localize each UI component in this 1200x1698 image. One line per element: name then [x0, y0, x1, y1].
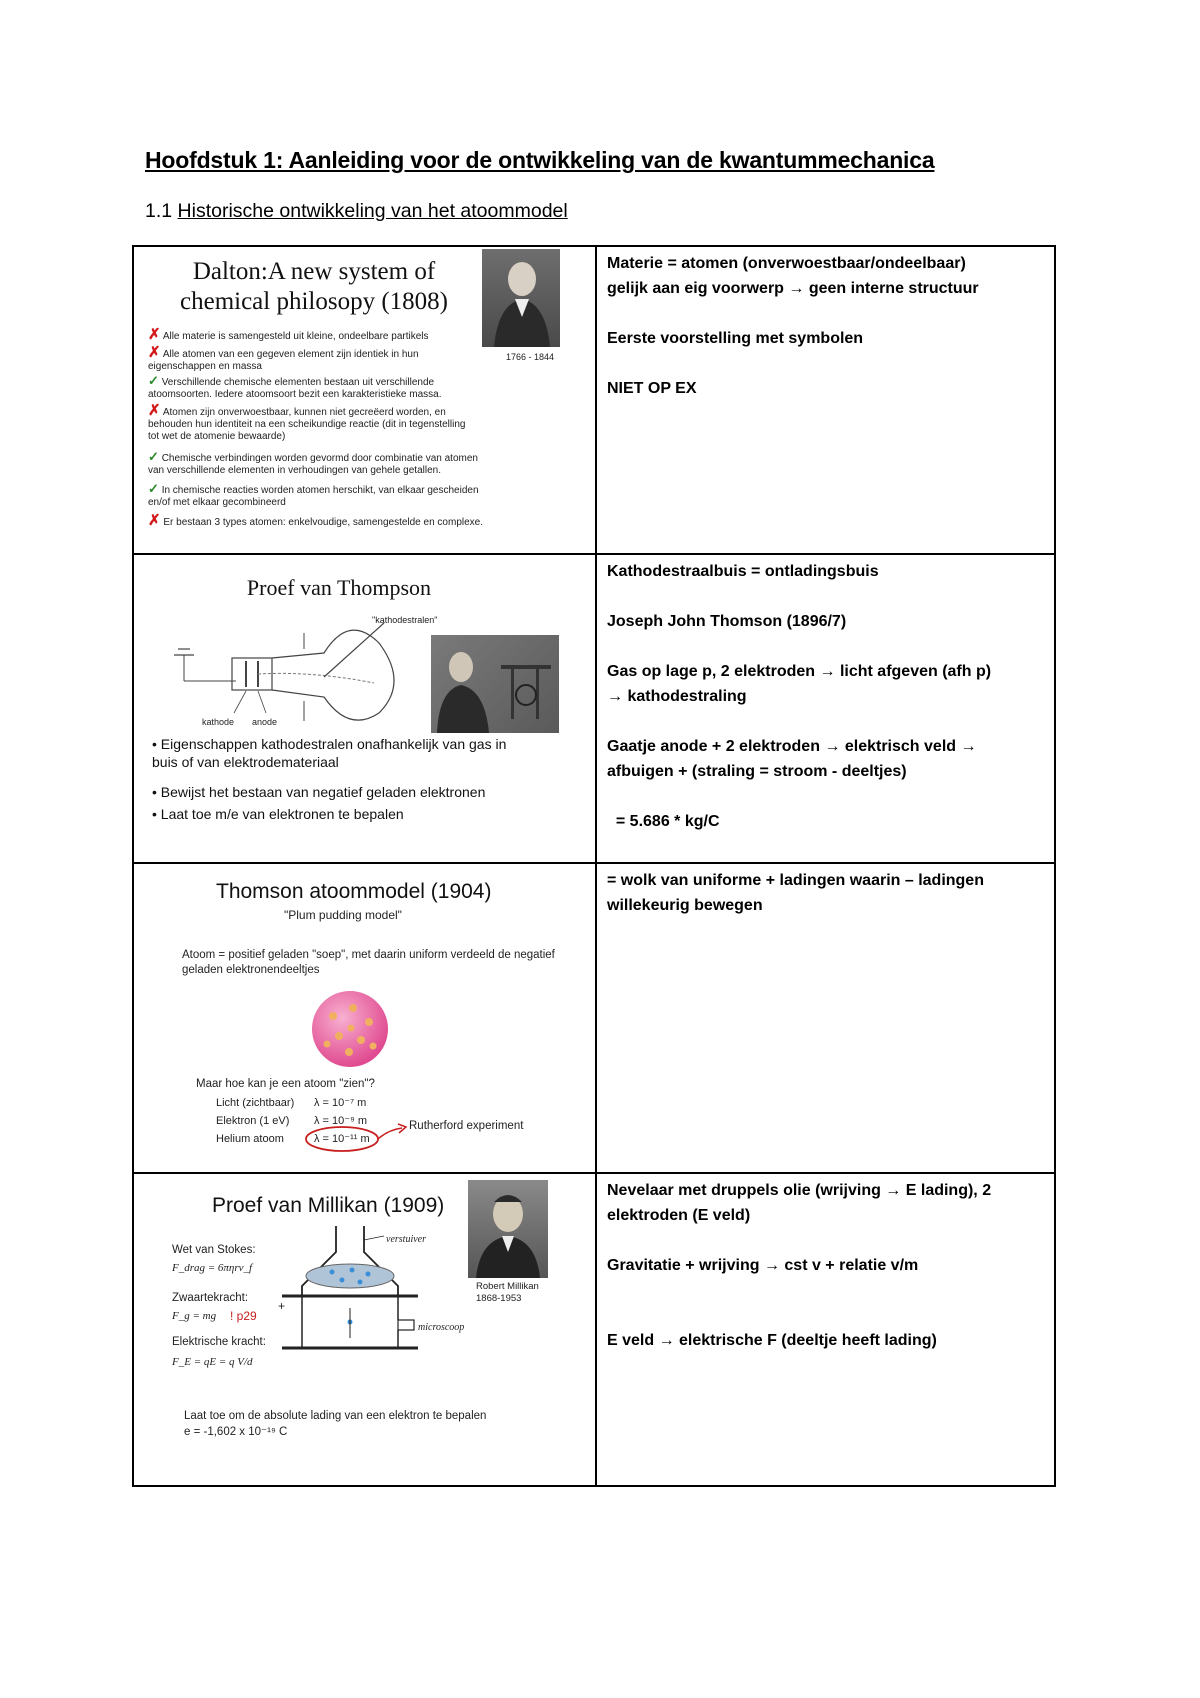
portrait-years: 1868-1953	[476, 1293, 522, 1304]
slide-title: Thomson atoommodel (1904)	[216, 880, 492, 903]
section-number: 1.1	[145, 200, 173, 222]
bullet-text: Eigenschappen kathodestralen onafhankelijk van gas in buis of van elektrodemateriaal	[152, 736, 507, 770]
slide-cell	[133, 1173, 596, 1486]
slide-dalton	[134, 247, 595, 553]
section-heading	[145, 200, 568, 223]
note-line: Gaatje anode + 2 elektroden → elektrisch veld →	[607, 738, 977, 755]
page-reference: ! p29	[230, 1309, 257, 1323]
slide-title: Proef van Millikan (1909)	[212, 1194, 445, 1217]
note-line: Gas op lage p, 2 elektroden → licht afgeven (afh p)	[607, 663, 992, 680]
note-line: elektroden (E veld)	[607, 1207, 751, 1224]
note-line: NIET OP EX	[607, 380, 697, 397]
wavelength-value: λ = 10⁻¹¹ m	[314, 1133, 370, 1145]
portrait-silhouette-icon	[468, 1180, 548, 1278]
cathode-ray-tube-diagram	[174, 613, 414, 723]
dalton-item-text: Verschillende chemische elementen bestaan uit verschillende atoomsoorten. Iedere atoomsoort bezit een karakteristieke massa.	[148, 377, 442, 400]
plum-pudding-sphere	[309, 988, 391, 1070]
anode-label: anode	[252, 717, 278, 727]
note-line: Kathodestraalbuis = ontladingsbuis	[607, 563, 879, 580]
gravity-label: Zwaartekracht:	[172, 1292, 249, 1304]
bullet-text: Laat toe m/e van elektronen te bepalen	[160, 806, 404, 822]
note-line: = wolk van uniforme + ladingen waarin – ladingen	[607, 872, 984, 889]
cross-icon: ✗	[148, 344, 161, 361]
slide-title: Proef van Thompson	[246, 575, 432, 600]
table-row-dalton	[133, 246, 1055, 554]
note-line: Nevelaar met druppels olie (wrijving → E lading), 2	[607, 1182, 992, 1199]
dalton-item	[148, 326, 488, 343]
microscope-label: microscoop	[418, 1322, 465, 1333]
slide-title-line: chemical philosopy (1808)	[180, 288, 448, 315]
dalton-item-text: Alle materie is samengesteld uit kleine, ondeelbare partikels	[162, 331, 429, 342]
wavelength-label: Helium atoom	[216, 1133, 284, 1145]
notes-cell	[596, 246, 1055, 554]
dalton-portrait	[482, 249, 560, 347]
dalton-item-text: Er bestaan 3 types atomen: enkelvoudige, samengestelde en complexe.	[163, 517, 484, 528]
portrait-silhouette-icon	[482, 249, 560, 347]
bullet-text: Bewijst het bestaan van negatief geladen elektronen	[160, 784, 486, 800]
dalton-item	[148, 512, 508, 529]
dalton-item	[148, 402, 478, 443]
slide-title-line: Dalton:A new system of	[192, 258, 436, 285]
note-line: afbuigen + (straling = stroom - deeltjes)	[607, 763, 907, 780]
gravity-formula: F_g = mg	[172, 1310, 217, 1322]
note-line: Eerste voorstelling met symbolen	[607, 330, 864, 347]
table-row-millikan	[133, 1173, 1055, 1486]
notes-cell	[596, 554, 1055, 863]
dalton-item	[148, 344, 488, 373]
wavelength-value: λ = 10⁻⁷ m	[314, 1097, 367, 1109]
conclusion-line: Laat toe om de absolute lading van een elektron te bepalen	[184, 1410, 487, 1422]
dalton-item-text: Chemische verbindingen worden gevormd door combinatie van atomen van verschillende elementen in verhoudingen van gehele getallen.	[148, 453, 478, 476]
question-text: Maar hoe kan je een atoom "zien"?	[196, 1078, 375, 1090]
battery-plus: +	[278, 1299, 286, 1313]
notes-thomson-model	[607, 868, 1044, 918]
wavelength-label: Elektron (1 eV)	[216, 1115, 290, 1127]
section-title: Historische ontwikkeling van het atoommodel	[177, 200, 568, 222]
table-row-thomson-model	[133, 863, 1055, 1173]
note-line: willekeurig bewegen	[607, 897, 763, 914]
portrait-name: Robert Millikan	[476, 1281, 539, 1292]
check-icon: ✓	[148, 449, 159, 464]
notes-thompson	[607, 559, 1044, 834]
portrait-caption: 1766 - 1844	[506, 352, 555, 362]
slide-thomson-model	[134, 864, 595, 1172]
highlight-ellipse	[302, 1122, 412, 1156]
dalton-item-text: Atomen zijn onverwoestbaar, kunnen niet gecreëerd worden, en behouden hun identiteit na een scheikundige reactie (dit in tegenstelling tot wet de atomenie bewaarde)	[148, 407, 466, 442]
dalton-item-text: In chemische reacties worden atomen herschikt, van elkaar gescheiden en/of met elkaar gecombineerd	[148, 485, 479, 508]
page-heading: Hoofdstuk 1: Aanleiding voor de ontwikkeling van de kwantummechanica	[145, 147, 935, 173]
notes-dalton	[607, 251, 1044, 401]
dalton-item-text: Alle atomen van een gegeven element zijn identiek in hun eigenschappen en massa	[148, 349, 419, 372]
check-icon: ✓	[148, 481, 159, 496]
atomizer-label: verstuiver	[386, 1234, 426, 1245]
notes-table	[132, 245, 1056, 1487]
notes-cell	[596, 863, 1055, 1173]
thompson-bullet: • Eigenschappen kathodestralen onafhankelijk van gas in buis of van elektrodemateriaal	[152, 736, 507, 770]
cross-icon: ✗	[148, 326, 161, 343]
wavelength-label: Licht (zichtbaar)	[216, 1097, 295, 1109]
electric-formula: F_E = qE = q V/d	[172, 1356, 253, 1368]
thomson-lab-photo	[431, 635, 559, 733]
note-line: Joseph John Thomson (1896/7)	[607, 613, 847, 630]
dalton-item	[148, 375, 478, 401]
slide-subtitle: "Plum pudding model"	[284, 908, 402, 922]
notes-millikan	[607, 1178, 1044, 1353]
rays-label: "kathodestralen"	[372, 615, 438, 625]
note-line: = 5.686 * kg/C	[607, 813, 720, 830]
note-line: Gravitatie + wrijving → cst v + relatie v/m	[607, 1257, 919, 1274]
rutherford-label: Rutherford experiment	[409, 1120, 524, 1132]
lab-silhouette-icon	[431, 635, 559, 733]
note-line: E veld → elektrische F (deeltje heeft lading)	[607, 1332, 937, 1349]
stokes-label: Wet van Stokes:	[172, 1244, 256, 1256]
slide-thompson	[134, 555, 595, 862]
slide-cell	[133, 246, 596, 554]
note-line: gelijk aan eig voorwerp → geen interne structuur	[607, 280, 979, 297]
elementary-charge: e = -1,602 x 10⁻¹⁹ C	[184, 1426, 288, 1438]
cathode-label: kathode	[202, 717, 235, 727]
cross-icon: ✗	[148, 512, 161, 529]
cross-icon: ✗	[148, 402, 161, 419]
slide-cell	[133, 863, 596, 1173]
table-row-thompson	[133, 554, 1055, 863]
dalton-item	[148, 451, 488, 477]
millikan-portrait	[468, 1180, 548, 1278]
slide-title	[164, 257, 464, 317]
millikan-apparatus-diagram	[282, 1226, 472, 1386]
wavelength-value: λ = 10⁻⁹ m	[314, 1115, 368, 1127]
note-line: Materie = atomen (onverwoestbaar/ondeelbaar)	[607, 255, 966, 272]
check-icon: ✓	[148, 373, 159, 388]
thompson-bullet: • Bewijst het bestaan van negatief geladen elektronen	[152, 784, 486, 800]
slide-millikan	[134, 1174, 595, 1485]
model-description: Atoom = positief geladen "soep", met daarin uniform verdeeld de negatief geladen elektronendeeltjes	[182, 949, 555, 976]
note-line: → kathodestraling	[607, 688, 747, 705]
electric-label: Elektrische kracht:	[172, 1336, 266, 1348]
stokes-formula: F_drag = 6πηrv_f	[172, 1262, 253, 1274]
thompson-bullet: • Laat toe m/e van elektronen te bepalen	[152, 806, 404, 822]
slide-cell	[133, 554, 596, 863]
notes-cell	[596, 1173, 1055, 1486]
dalton-item	[148, 483, 488, 509]
